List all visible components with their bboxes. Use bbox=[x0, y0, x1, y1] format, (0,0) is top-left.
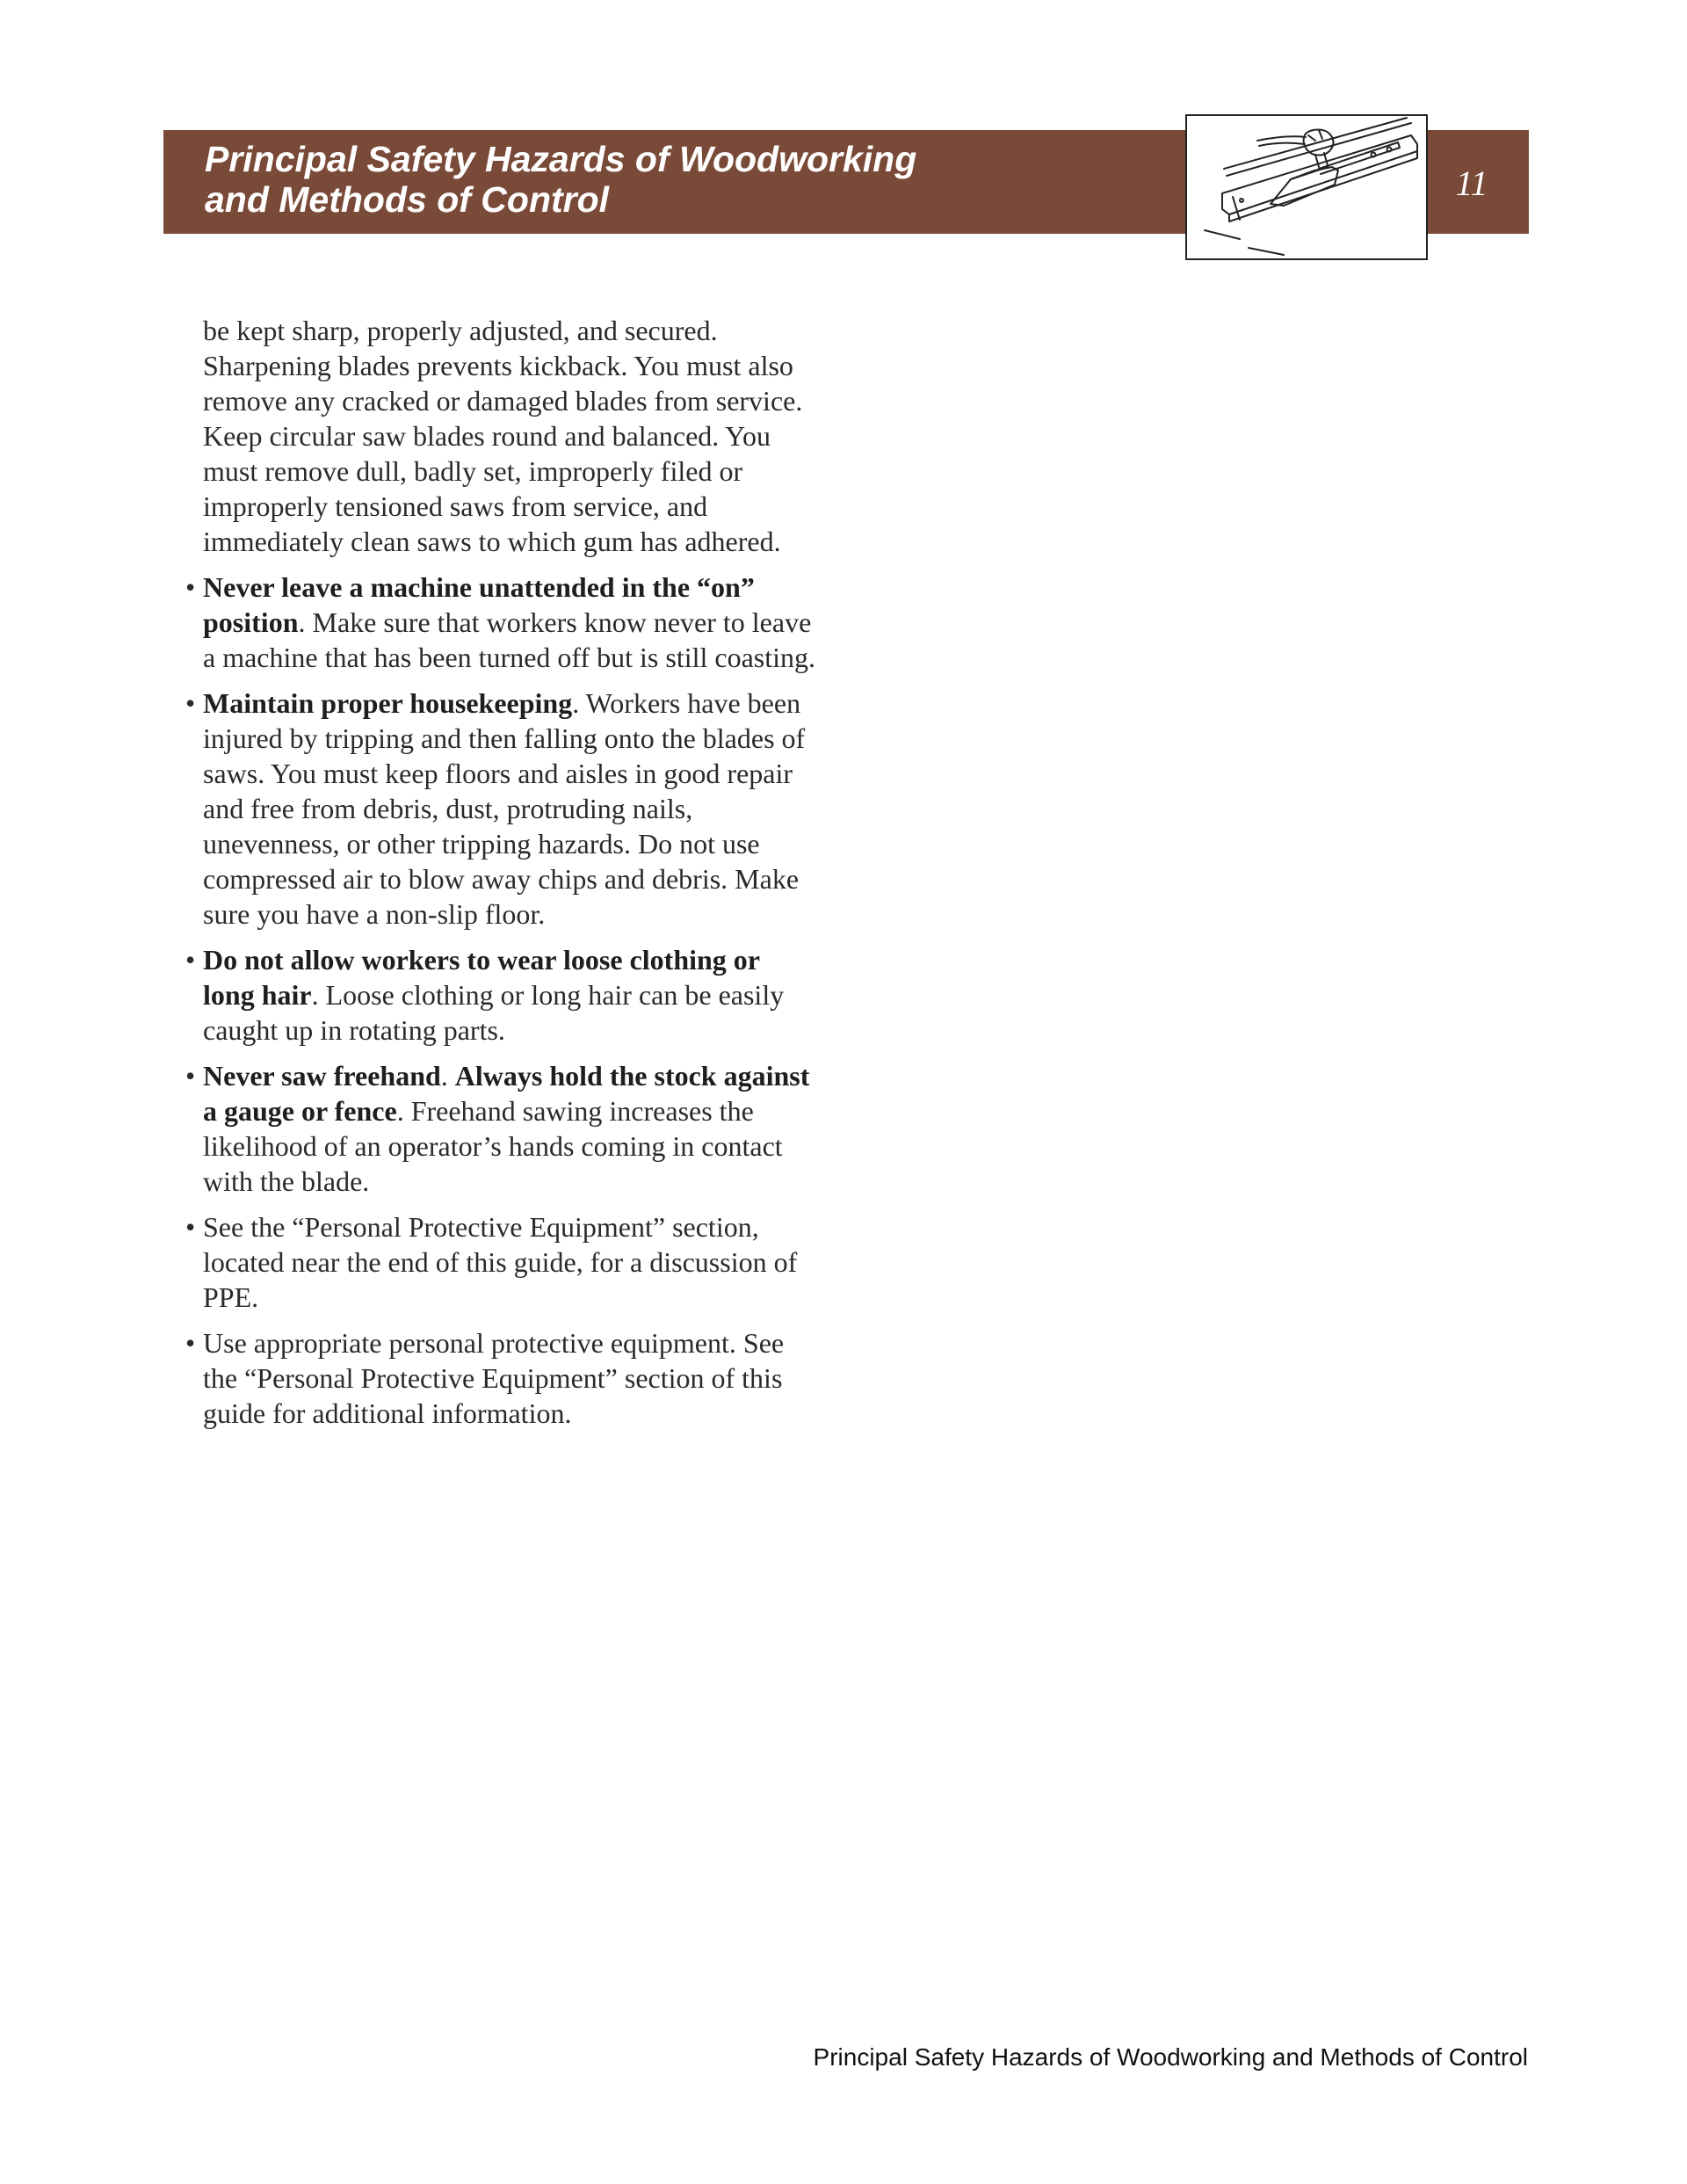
bullet-symbol: • bbox=[185, 1327, 196, 1359]
bullet-text: . bbox=[440, 1060, 455, 1092]
page-title bbox=[205, 139, 1171, 220]
page-number: 11 bbox=[1455, 163, 1488, 203]
bullet-symbol: • bbox=[185, 1060, 196, 1092]
bullet-symbol: • bbox=[185, 687, 196, 719]
bullet-item bbox=[185, 1058, 818, 1199]
bullet-bold-text: Never leave a machine unattended in the “on” position bbox=[203, 571, 755, 638]
hand-pushing-stock-through-saw-guard-icon bbox=[1187, 116, 1426, 258]
bullet-list bbox=[185, 570, 818, 1431]
bullet-bold-text: Always hold the stock against a gauge or fence bbox=[203, 1060, 810, 1127]
bullet-bold-text: Never saw freehand bbox=[203, 1060, 441, 1092]
bullet-item bbox=[185, 686, 818, 932]
bullet-item bbox=[185, 942, 818, 1048]
bullet-bold-text: Do not allow workers to wear loose clothing or long hair bbox=[203, 944, 760, 1011]
body-content bbox=[185, 313, 818, 1441]
bullet-item bbox=[185, 1209, 818, 1315]
bullet-symbol: • bbox=[185, 1211, 196, 1243]
footer-running-title: Principal Safety Hazards of Woodworking and Methods of Control bbox=[813, 2043, 1528, 2071]
bullet-item bbox=[185, 1325, 818, 1431]
bullet-item bbox=[185, 570, 818, 675]
page-title-line-1: Principal Safety Hazards of Woodworking bbox=[205, 139, 917, 179]
bullet-symbol: • bbox=[185, 944, 196, 976]
bullet-bold-text: Maintain proper housekeeping bbox=[203, 687, 573, 719]
header-illustration bbox=[1185, 114, 1428, 260]
bullet-text: Use appropriate personal protective equipment. See the “Personal Protective Equipment” section of this guide for additional information. bbox=[203, 1327, 785, 1429]
bullet-text: . Loose clothing or long hair can be easily caught up in rotating parts. bbox=[203, 979, 785, 1046]
bullet-text: See the “Personal Protective Equipment” section, located near the end of this guide, for a discussion of PPE. bbox=[203, 1211, 798, 1313]
bullet-text: . Make sure that workers know never to leave a machine that has been turned off but is still coasting. bbox=[203, 606, 816, 673]
page-title-line-2: and Methods of Control bbox=[205, 179, 610, 220]
bullet-symbol: • bbox=[185, 571, 196, 603]
bullet-text: . Workers have been injured by tripping and then falling onto the blades of saws. You must keep floors and aisles in good repair and free from debris, dust, protruding nails, unevenness, or other tripping hazards. Do not use compressed air to blow away chips and debris. Make sure you have a non-slip floor. bbox=[203, 687, 806, 930]
lead-paragraph: be kept sharp, properly adjusted, and secured. Sharpening blades prevents kickback. You must also remove any cracked or damaged blades from service. Keep circular saw blades round and balanced. You must remove dull, badly set, improperly filed or improperly tensioned saws from service, and immediately clean saws to which gum has adhered. bbox=[203, 315, 803, 557]
bullet-text: . Freehand sawing increases the likelihood of an operator’s hands coming in contact with the blade. bbox=[203, 1095, 783, 1197]
